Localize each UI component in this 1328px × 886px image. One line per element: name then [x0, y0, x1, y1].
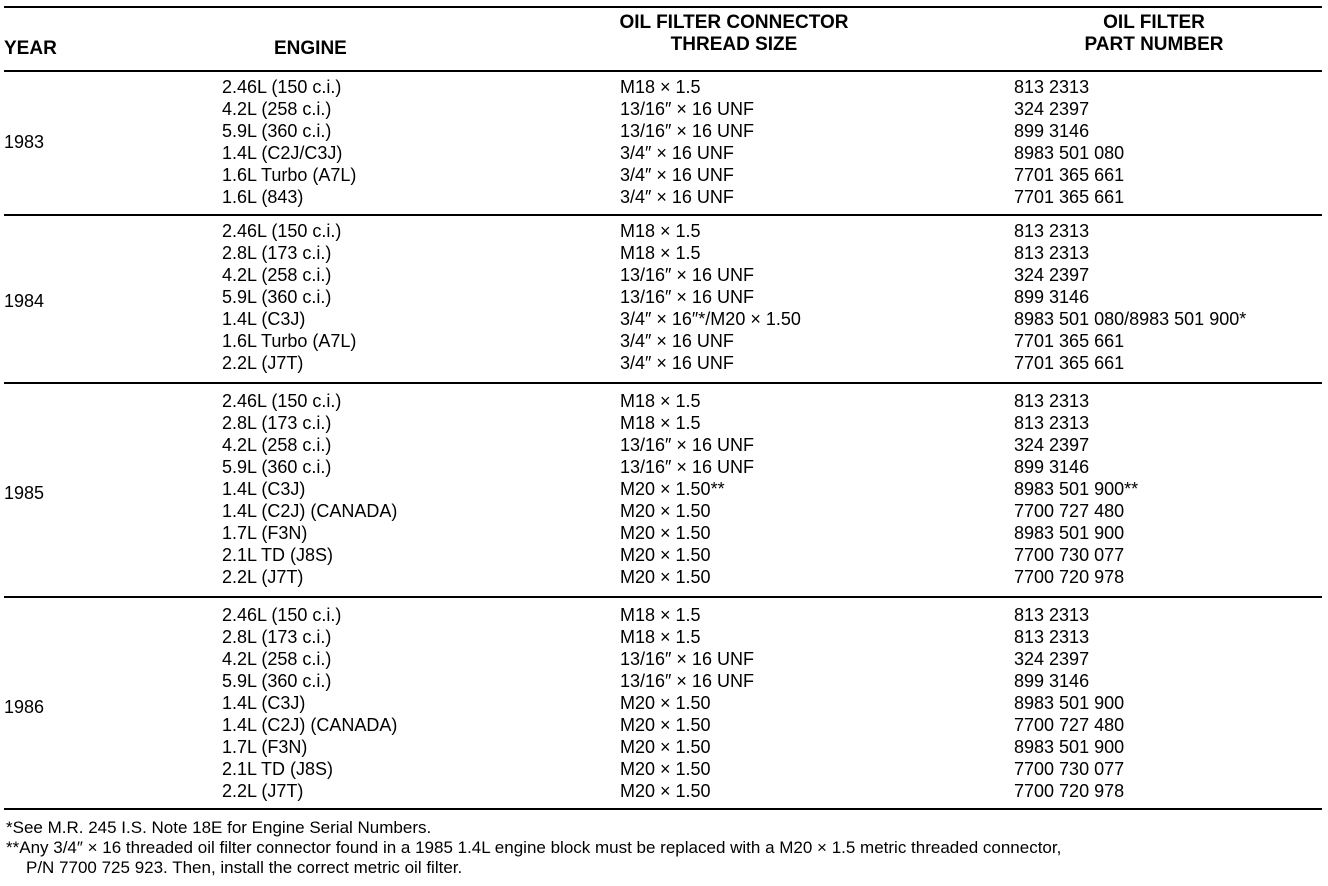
engine-cell: 2.8L (173 c.i.) — [222, 413, 332, 433]
thread-cell: 3/4″ × 16 UNF — [620, 353, 734, 373]
table-row — [4, 220, 1322, 242]
part-cell: 7700 727 480 — [1014, 501, 1125, 521]
part-cell: 7700 730 077 — [1014, 545, 1125, 565]
thread-cell: 3/4″ × 16 UNF — [620, 143, 734, 163]
engine-cell: 1.6L (843) — [222, 187, 304, 207]
footnote-2-line1: **Any 3/4″ × 16 threaded oil filter connector found in a 1985 1.4L engine block must be replaced with a M20 × 1.5 metric threaded connector, — [6, 838, 1062, 857]
group-rule — [4, 214, 1322, 216]
part-cell: 813 2313 — [1014, 243, 1090, 263]
engine-cell: 5.9L (360 c.i.) — [222, 121, 332, 141]
engine-cell: 1.7L (F3N) — [222, 737, 308, 757]
thread-cell: 13/16″ × 16 UNF — [620, 671, 754, 691]
year-label: 1984 — [4, 291, 45, 311]
part-cell: 7701 365 661 — [1014, 353, 1125, 373]
year-label: 1986 — [4, 697, 45, 717]
engine-cell: 5.9L (360 c.i.) — [222, 671, 332, 691]
engine-cell: 5.9L (360 c.i.) — [222, 287, 332, 307]
table-row — [4, 626, 1322, 648]
header-part-line2: PART NUMBER — [1084, 34, 1224, 55]
part-cell: 7701 365 661 — [1014, 187, 1125, 207]
thread-cell: M20 × 1.50 — [620, 781, 711, 801]
table-row — [4, 670, 1322, 692]
engine-cell: 1.4L (C2J/C3J) — [222, 143, 343, 163]
table-row — [4, 352, 1322, 374]
table-row — [4, 142, 1322, 164]
thread-cell: M18 × 1.5 — [620, 627, 701, 647]
part-cell: 324 2397 — [1014, 265, 1090, 285]
engine-cell: 4.2L (258 c.i.) — [222, 99, 332, 119]
table-row — [4, 264, 1322, 286]
table-row — [4, 434, 1322, 456]
part-cell: 813 2313 — [1014, 605, 1090, 625]
engine-cell: 4.2L (258 c.i.) — [222, 265, 332, 285]
footnotes — [6, 818, 1322, 878]
engine-cell: 2.46L (150 c.i.) — [222, 77, 342, 97]
part-cell: 813 2313 — [1014, 413, 1090, 433]
thread-cell: 13/16″ × 16 UNF — [620, 649, 754, 669]
table-row — [4, 544, 1322, 566]
part-cell: 7700 720 978 — [1014, 567, 1125, 587]
thread-cell: M20 × 1.50** — [620, 479, 725, 499]
header-thread-line2: THREAD SIZE — [670, 34, 798, 55]
table-row — [4, 286, 1322, 308]
engine-cell: 2.1L TD (J8S) — [222, 759, 334, 779]
table-row — [4, 242, 1322, 264]
header-thread-size — [564, 12, 904, 56]
year-label: 1985 — [4, 483, 45, 503]
part-cell: 813 2313 — [1014, 221, 1090, 241]
header-year: YEAR — [4, 38, 57, 59]
group-rule — [4, 382, 1322, 384]
engine-cell: 1.4L (C3J) — [222, 693, 306, 713]
table-row — [4, 330, 1322, 352]
thread-cell: M18 × 1.5 — [620, 243, 701, 263]
footnote-1: *See M.R. 245 I.S. Note 18E for Engine Serial Numbers. — [6, 818, 432, 837]
table-row — [4, 736, 1322, 758]
bottom-rule — [4, 808, 1322, 810]
engine-cell: 1.4L (C2J) (CANADA) — [222, 501, 398, 521]
thread-cell: M20 × 1.50 — [620, 567, 711, 587]
engine-cell: 2.46L (150 c.i.) — [222, 605, 342, 625]
thread-cell: M18 × 1.5 — [620, 77, 701, 97]
thread-cell: 13/16″ × 16 UNF — [620, 265, 754, 285]
table-row — [4, 692, 1322, 714]
table-row — [4, 308, 1322, 330]
thread-cell: M20 × 1.50 — [620, 715, 711, 735]
part-cell: 324 2397 — [1014, 435, 1090, 455]
part-cell: 8983 501 080 — [1014, 143, 1125, 163]
engine-cell: 5.9L (360 c.i.) — [222, 457, 332, 477]
part-cell: 7701 365 661 — [1014, 165, 1125, 185]
header-rule — [4, 70, 1322, 72]
year-label: 1983 — [4, 132, 45, 152]
engine-cell: 2.1L TD (J8S) — [222, 545, 334, 565]
part-cell: 813 2313 — [1014, 391, 1090, 411]
engine-cell: 2.46L (150 c.i.) — [222, 221, 342, 241]
thread-cell: 3/4″ × 16 UNF — [620, 331, 734, 351]
thread-cell: M20 × 1.50 — [620, 545, 711, 565]
part-cell: 813 2313 — [1014, 77, 1090, 97]
header-engine: ENGINE — [274, 38, 347, 59]
engine-cell: 1.6L Turbo (A7L) — [222, 331, 357, 351]
thread-cell: M18 × 1.5 — [620, 605, 701, 625]
thread-cell: 13/16″ × 16 UNF — [620, 121, 754, 141]
table-row — [4, 164, 1322, 186]
part-cell: 7700 730 077 — [1014, 759, 1125, 779]
table-row — [4, 98, 1322, 120]
engine-cell: 2.46L (150 c.i.) — [222, 391, 342, 411]
part-cell: 899 3146 — [1014, 287, 1090, 307]
table-row — [4, 780, 1322, 802]
thread-cell: 3/4″ × 16 UNF — [620, 165, 734, 185]
part-cell: 324 2397 — [1014, 99, 1090, 119]
thread-cell: 3/4″ × 16″*/M20 × 1.50 — [620, 309, 801, 329]
table-row — [4, 500, 1322, 522]
engine-cell: 2.2L (J7T) — [222, 781, 304, 801]
engine-cell: 2.8L (173 c.i.) — [222, 243, 332, 263]
thread-cell: M20 × 1.50 — [620, 523, 711, 543]
table-row — [4, 478, 1322, 500]
engine-cell: 2.2L (J7T) — [222, 567, 304, 587]
thread-cell: M18 × 1.5 — [620, 391, 701, 411]
engine-cell: 1.7L (F3N) — [222, 523, 308, 543]
group-rule — [4, 596, 1322, 598]
table-row — [4, 758, 1322, 780]
table-row — [4, 412, 1322, 434]
thread-cell: 13/16″ × 16 UNF — [620, 99, 754, 119]
table-row — [4, 390, 1322, 412]
table-row — [4, 648, 1322, 670]
header-part-line1: OIL FILTER — [1103, 12, 1205, 33]
thread-cell: 13/16″ × 16 UNF — [620, 435, 754, 455]
engine-cell: 1.4L (C2J) (CANADA) — [222, 715, 398, 735]
part-cell: 899 3146 — [1014, 457, 1090, 477]
table-row — [4, 714, 1322, 736]
table-row — [4, 76, 1322, 98]
engine-cell: 4.2L (258 c.i.) — [222, 435, 332, 455]
part-cell: 7700 720 978 — [1014, 781, 1125, 801]
header-part-number — [1014, 12, 1294, 56]
part-cell: 7701 365 661 — [1014, 331, 1125, 351]
thread-cell: M18 × 1.5 — [620, 413, 701, 433]
thread-cell: M20 × 1.50 — [620, 759, 711, 779]
part-cell: 899 3146 — [1014, 671, 1090, 691]
footnote-2-line2: P/N 7700 725 923. Then, install the correct metric oil filter. — [26, 858, 463, 877]
engine-cell: 2.2L (J7T) — [222, 353, 304, 373]
table-row — [4, 120, 1322, 142]
table-row — [4, 522, 1322, 544]
part-cell: 8983 501 900** — [1014, 479, 1139, 499]
thread-cell: 3/4″ × 16 UNF — [620, 187, 734, 207]
engine-cell: 1.4L (C3J) — [222, 309, 306, 329]
thread-cell: M18 × 1.5 — [620, 221, 701, 241]
table-row — [4, 566, 1322, 588]
header-thread-line1: OIL FILTER CONNECTOR — [619, 12, 849, 33]
thread-cell: M20 × 1.50 — [620, 501, 711, 521]
engine-cell: 4.2L (258 c.i.) — [222, 649, 332, 669]
part-cell: 324 2397 — [1014, 649, 1090, 669]
thread-cell: M20 × 1.50 — [620, 737, 711, 757]
thread-cell: 13/16″ × 16 UNF — [620, 457, 754, 477]
part-cell: 8983 501 900 — [1014, 737, 1125, 757]
thread-cell: 13/16″ × 16 UNF — [620, 287, 754, 307]
engine-cell: 1.6L Turbo (A7L) — [222, 165, 357, 185]
engine-cell: 1.4L (C3J) — [222, 479, 306, 499]
part-cell: 8983 501 900 — [1014, 693, 1125, 713]
part-cell: 8983 501 080/8983 501 900* — [1014, 309, 1247, 329]
part-cell: 813 2313 — [1014, 627, 1090, 647]
part-cell: 8983 501 900 — [1014, 523, 1125, 543]
thread-cell: M20 × 1.50 — [620, 693, 711, 713]
table-row — [4, 456, 1322, 478]
part-cell: 7700 727 480 — [1014, 715, 1125, 735]
part-cell: 899 3146 — [1014, 121, 1090, 141]
table-header — [4, 8, 1322, 70]
engine-cell: 2.8L (173 c.i.) — [222, 627, 332, 647]
table-row — [4, 604, 1322, 626]
table-row — [4, 186, 1322, 208]
